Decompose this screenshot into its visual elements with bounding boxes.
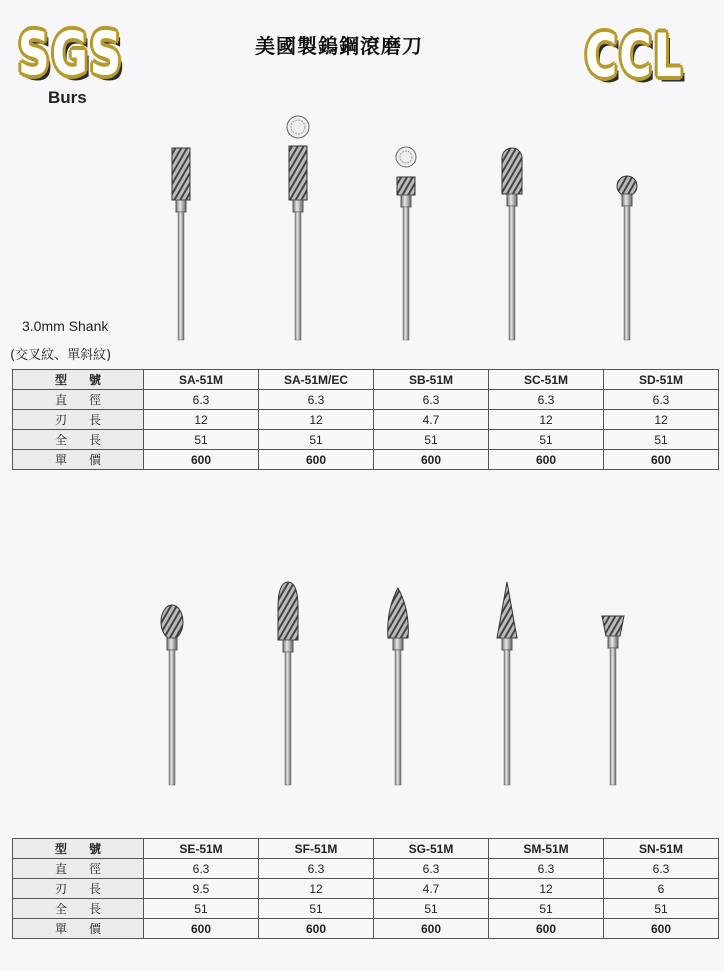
sgs-logo: SGS xyxy=(18,20,124,89)
row-diameter xyxy=(13,859,719,879)
model-cell: SC-51M xyxy=(489,370,604,390)
price-cell: 600 xyxy=(604,919,719,939)
row-header-cut-length: 刃 長 xyxy=(13,410,144,430)
diameter-cell: 6.3 xyxy=(259,390,374,410)
overall-length-cell: 51 xyxy=(144,899,259,919)
row-header-model: 型 號 xyxy=(13,370,144,390)
overall-length-cell: 51 xyxy=(259,430,374,450)
ball-bur-image xyxy=(617,176,637,340)
price-cell: 600 xyxy=(144,450,259,470)
row-header-price: 單 價 xyxy=(13,450,144,470)
cut-length-cell: 9.5 xyxy=(144,879,259,899)
flame-bur-image xyxy=(388,588,409,785)
oval-bur-image xyxy=(161,605,183,785)
diameter-cell: 6.3 xyxy=(604,859,719,879)
price-cell: 600 xyxy=(144,919,259,939)
row-model xyxy=(13,370,719,390)
cut-length-cell: 12 xyxy=(144,410,259,430)
ball-nose-cylinder-bur-image xyxy=(502,148,522,340)
ccl-logo: CCL xyxy=(585,22,684,91)
row-cut-length xyxy=(13,879,719,899)
overall-length-cell: 51 xyxy=(489,430,604,450)
overall-length-cell: 51 xyxy=(489,899,604,919)
cut-length-cell: 12 xyxy=(259,410,374,430)
model-cell: SA-51M/EC xyxy=(259,370,374,390)
row-header-cut-length: 刃 長 xyxy=(13,879,144,899)
diameter-cell: 6.3 xyxy=(604,390,719,410)
row-header-overall-length: 全 長 xyxy=(13,899,144,919)
row-cut-length xyxy=(13,410,719,430)
overall-length-cell: 51 xyxy=(374,430,489,450)
row-header-model: 型 號 xyxy=(13,839,144,859)
spec-table-top xyxy=(12,369,719,470)
cut-pattern-label: (交叉紋、單斜紋) xyxy=(10,348,112,363)
model-cell: SG-51M xyxy=(374,839,489,859)
shank-size-label: 3.0mm Shank xyxy=(22,318,109,334)
diameter-cell: 6.3 xyxy=(374,859,489,879)
price-cell: 600 xyxy=(489,919,604,939)
model-cell: SA-51M xyxy=(144,370,259,390)
diameter-cell: 6.3 xyxy=(259,859,374,879)
spec-table-bottom xyxy=(12,838,719,939)
cut-length-cell: 12 xyxy=(489,879,604,899)
cylinder-end-cut-bur-image xyxy=(287,116,309,340)
row-header-diameter: 直 徑 xyxy=(13,859,144,879)
row-overall-length xyxy=(13,899,719,919)
row-header-overall-length: 全 長 xyxy=(13,430,144,450)
price-cell: 600 xyxy=(604,450,719,470)
cut-length-cell: 4.7 xyxy=(374,410,489,430)
cylinder-short-bur-image xyxy=(396,147,416,340)
brand-subtitle: Burs xyxy=(48,88,87,107)
row-price xyxy=(13,919,719,939)
model-cell: SM-51M xyxy=(489,839,604,859)
row-overall-length xyxy=(13,430,719,450)
page-title: 美國製鎢鋼滾磨刀 xyxy=(255,34,423,58)
price-cell: 600 xyxy=(489,450,604,470)
cut-length-cell: 12 xyxy=(489,410,604,430)
cut-length-cell: 12 xyxy=(604,410,719,430)
row-header-price: 單 價 xyxy=(13,919,144,939)
inverted-cone-bur-image xyxy=(602,616,624,785)
diameter-cell: 6.3 xyxy=(144,859,259,879)
row-header-diameter: 直 徑 xyxy=(13,390,144,410)
diameter-cell: 6.3 xyxy=(374,390,489,410)
price-cell: 600 xyxy=(374,450,489,470)
overall-length-cell: 51 xyxy=(259,899,374,919)
cut-length-cell: 4.7 xyxy=(374,879,489,899)
price-cell: 600 xyxy=(259,450,374,470)
overall-length-cell: 51 xyxy=(144,430,259,450)
tool-illustrations-bottom xyxy=(0,580,724,790)
model-cell: SD-51M xyxy=(604,370,719,390)
diameter-cell: 6.3 xyxy=(489,390,604,410)
price-cell: 600 xyxy=(259,919,374,939)
price-cell: 600 xyxy=(374,919,489,939)
model-cell: SN-51M xyxy=(604,839,719,859)
cylinder-bur-image xyxy=(172,148,190,340)
cut-length-cell: 6 xyxy=(604,879,719,899)
diameter-cell: 6.3 xyxy=(144,390,259,410)
model-cell: SB-51M xyxy=(374,370,489,390)
cut-length-cell: 12 xyxy=(259,879,374,899)
model-cell: SE-51M xyxy=(144,839,259,859)
tool-illustrations-top xyxy=(0,110,724,350)
row-diameter xyxy=(13,390,719,410)
overall-length-cell: 51 xyxy=(604,430,719,450)
model-cell: SF-51M xyxy=(259,839,374,859)
overall-length-cell: 51 xyxy=(604,899,719,919)
overall-length-cell: 51 xyxy=(374,899,489,919)
tree-bur-image xyxy=(278,582,298,785)
cone-bur-image xyxy=(497,582,517,785)
row-price xyxy=(13,450,719,470)
diameter-cell: 6.3 xyxy=(489,859,604,879)
row-model xyxy=(13,839,719,859)
